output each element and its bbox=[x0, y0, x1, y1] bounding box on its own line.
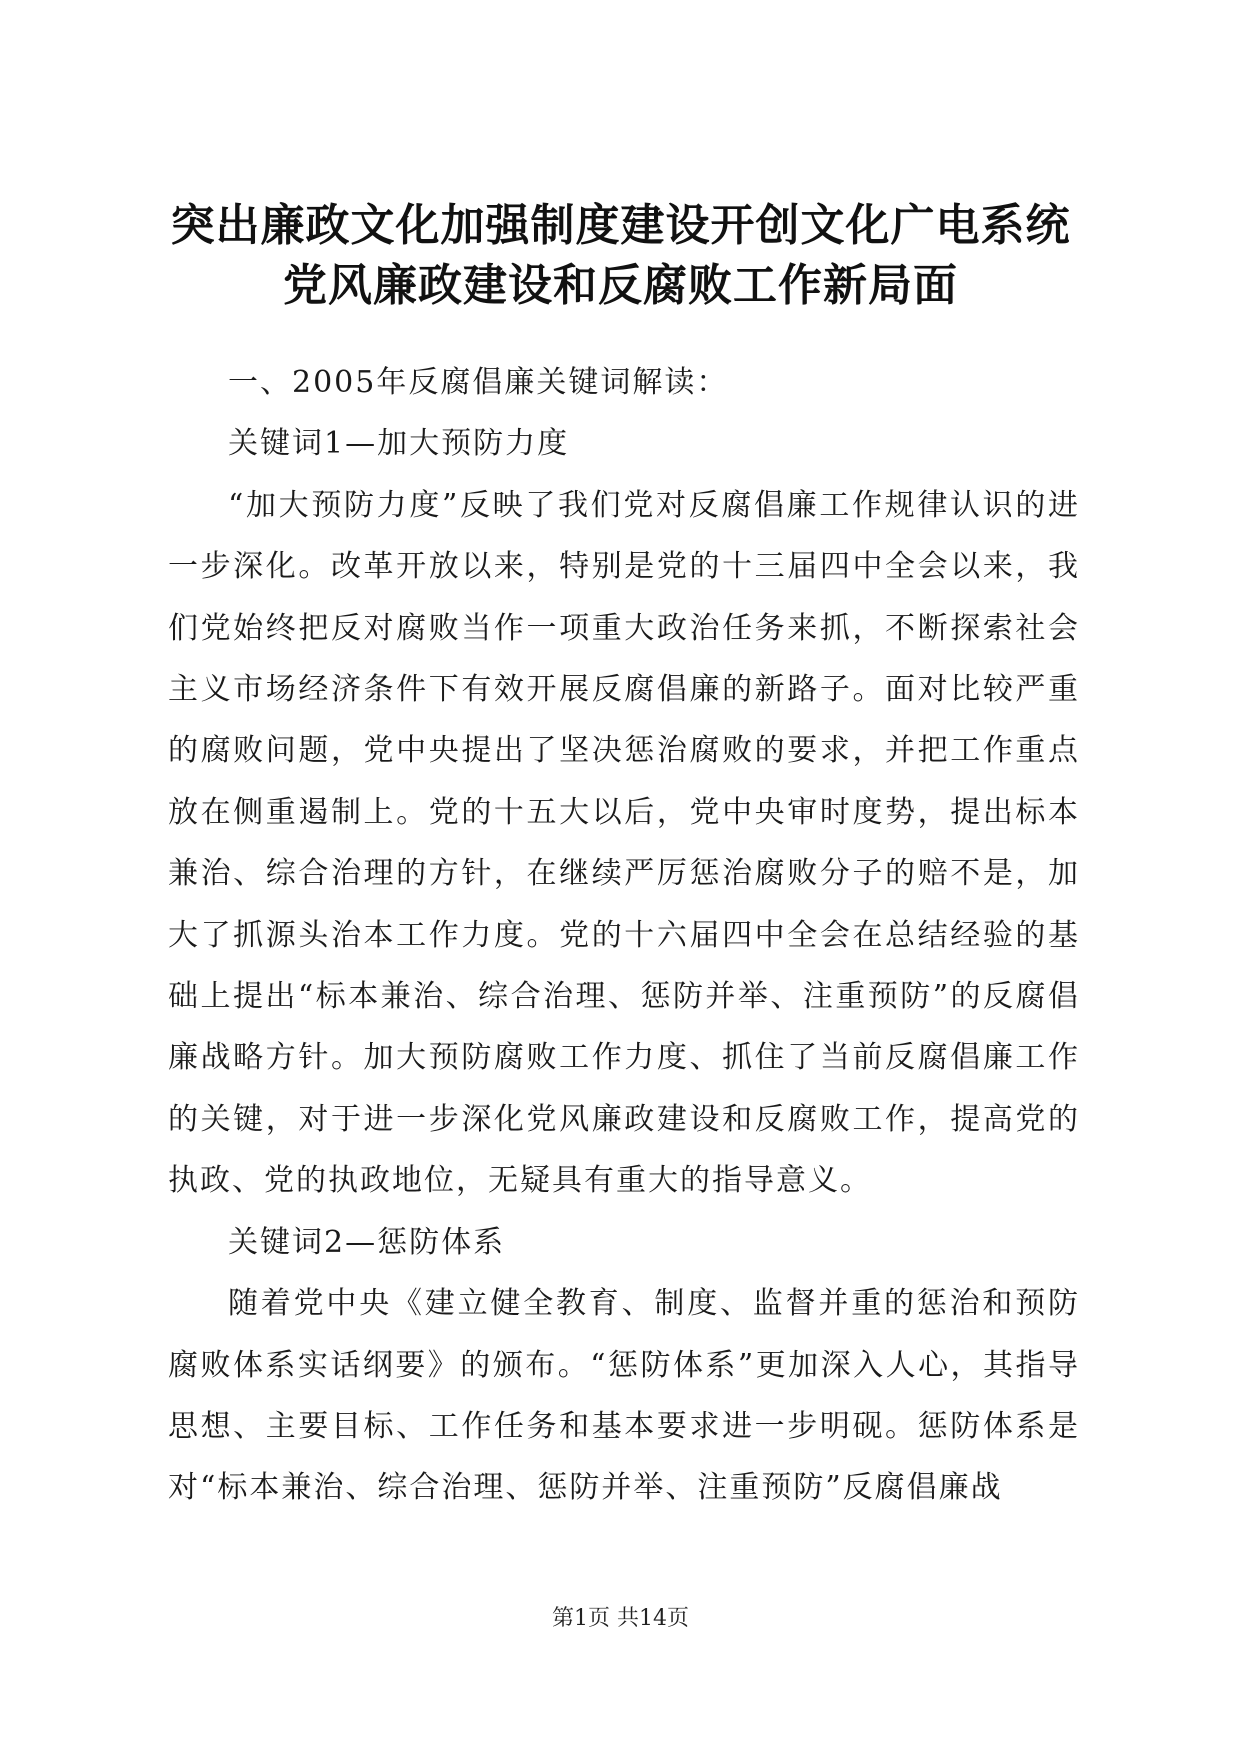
document-title-line-1: 突出廉政文化加强制度建设开创文化广电系统 bbox=[170, 200, 1071, 251]
paragraph-keyword-1: “加大预防力度”反映了我们党对反腐倡廉工作规律认识的进一步深化。改革开放以来，特别是党的十三届四中全会以来，我们党始终把反对腐败当作一项重大政治任务来抓，不断探索社会主义市场经济条件下有效开展反腐倡廉的新路子。面对比较严重的腐败问题，党中央提出了坚决惩治腐败的要求，并把工作重点放在侧重遏制上。党的十五大以后，党中央审时度势，提出标本兼治、综合治理的方针，在继续严厉惩治腐败分子的赔不是，加大了抓源头治本工作力度。党的十六届四中全会在总结经验的基础上提出“标本兼治、综合治理、惩防并举、注重预防”的反腐倡廉战略方针。加大预防腐败工作力度、抓住了当前反腐倡廉工作的关键，对于进一步深化党风廉政建设和反腐败工作，提高党的执政、党的执政地位，无疑具有重大的指导意义。 bbox=[168, 487, 1080, 1199]
keyword-heading-2: 关键词2—惩防体系 bbox=[228, 1224, 506, 1260]
keyword-heading-1: 关键词1—加大预防力度 bbox=[228, 426, 570, 462]
document-body bbox=[168, 352, 1080, 1519]
page-footer: 第1页 共14页 bbox=[552, 1606, 689, 1631]
section-heading: 一、2005年反腐倡廉关键词解读： bbox=[228, 365, 729, 400]
paragraph-keyword-2: 随着党中央《建立健全教育、制度、监督并重的惩治和预防腐败体系实话纲要》的颁布。“惩防体系”更加深入人心，其指导思想、主要目标、工作任务和基本要求进一步明砚。惩防体系是对“标本兼治、综合治理、惩防并举、注重预防”反腐倡廉战 bbox=[168, 1286, 1080, 1506]
document-title-line-2: 党风廉政建设和反腐败工作新局面 bbox=[283, 260, 958, 311]
